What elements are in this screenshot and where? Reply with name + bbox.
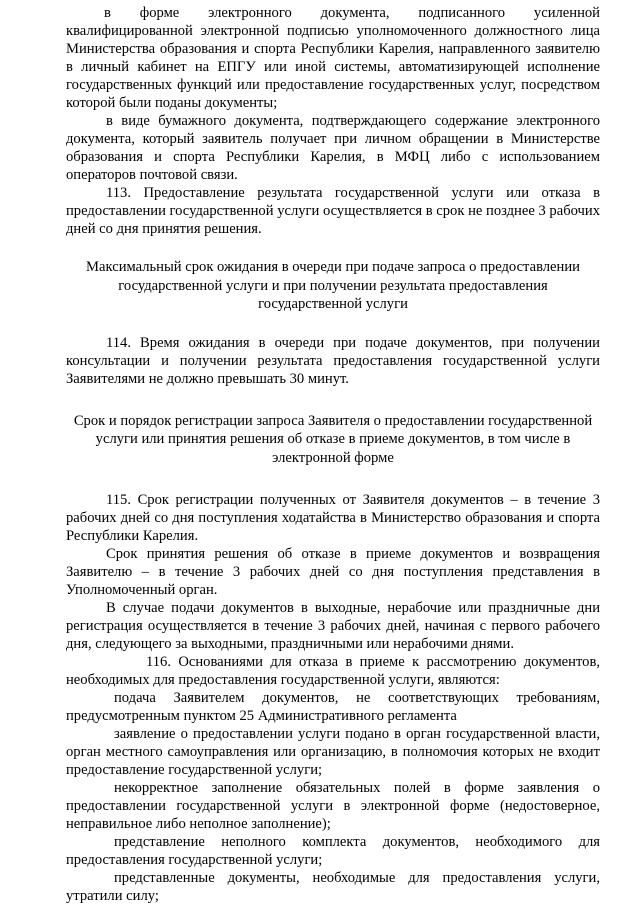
heading-max-wait-time: Максимальный срок ожидания в очереди при подаче запроса о предоставлении государственной услуги и при получении результата предоставления государственной услуги: [86, 259, 580, 312]
paragraph-ground-3: некорректное заполнение обязательных полей в форме заявления о предоставлении государственной услуги в электронной форме (недостоверное, неправильное либо неполное заполнение);: [66, 780, 600, 832]
paragraph-ground-2: заявление о предоставлении услуги подано в орган государственной власти, орган местного самоуправления или организацию, в полномочия которых не входит предоставление государственной услуги;: [66, 726, 600, 778]
paragraph-ground-4: представление неполного комплекта документов, необходимого для предоставления государственной услуги;: [66, 834, 600, 868]
spacer: [66, 314, 600, 334]
paragraph-holidays: В случае подачи документов в выходные, нерабочие или праздничные дни регистрация осуществляется в течение 3 рабочих дней, начиная с первого рабочего дня, следующего за выходными, праздничными или нерабочими днями.: [66, 600, 600, 652]
paragraph-paper-document: в виде бумажного документа, подтверждающего содержание электронного документа, который заявитель получает при личном обращении в Министерстве образования и спорта Республики Карелия, в МФЦ либо с использованием операторов почтовой связи.: [66, 113, 600, 183]
paragraph-ground-5: представленные документы, необходимые для предоставления услуги, утратили силу;: [66, 870, 600, 904]
paragraph-115: 115. Срок регистрации полученных от Заявителя документов – в течение 3 рабочих дней со дня поступления ходатайства в Министерство образования и спорта Республики Карелия.: [66, 492, 600, 544]
paragraph-refusal-term: Срок принятия решения об отказе в приеме документов и возвращения Заявителю – в течение 3 рабочих дней со дня поступления представления в Уполномоченный орган.: [66, 546, 600, 598]
spacer: [66, 238, 600, 258]
spacer: [66, 388, 600, 412]
paragraph-electronic-document: в форме электронного документа, подписанного усиленной квалифицированной электронной подписью уполномоченного должностного лица Министерства образования и спорта Республики Карелия, направленного заявителю в личный кабинет на ЕПГУ или иной системы, автоматизирующей исполнение государственных функций или предоставление государственных услуг, посредством которой были поданы документы;: [66, 5, 600, 111]
paragraph-116: 116. Основаниями для отказа в приеме к рассмотрению документов, необходимых для предоставления государственной услуги, являются:: [66, 654, 600, 688]
paragraph-114: 114. Время ожидания в очереди при подаче документов, при получении консультации и получении результата предоставления государственной услуги Заявителями не должно превышать 30 минут.: [66, 334, 600, 387]
document-page: [66, 4, 600, 905]
heading-registration-term: Срок и порядок регистрации запроса Заявителя о предоставлении государственной услуги или принятия решения об отказе в приеме документов, в том числе в электронной форме: [73, 412, 593, 466]
paragraph-113: 113. Предоставление результата государственной услуги или отказа в предоставлении государственной услуги осуществляется в срок не позднее 3 рабочих дней со дня принятия решения.: [66, 185, 600, 237]
paragraph-ground-1: подача Заявителем документов, не соответствующих требованиям, предусмотренным пунктом 25 Административного регламента: [66, 690, 600, 724]
spacer: [66, 467, 600, 491]
